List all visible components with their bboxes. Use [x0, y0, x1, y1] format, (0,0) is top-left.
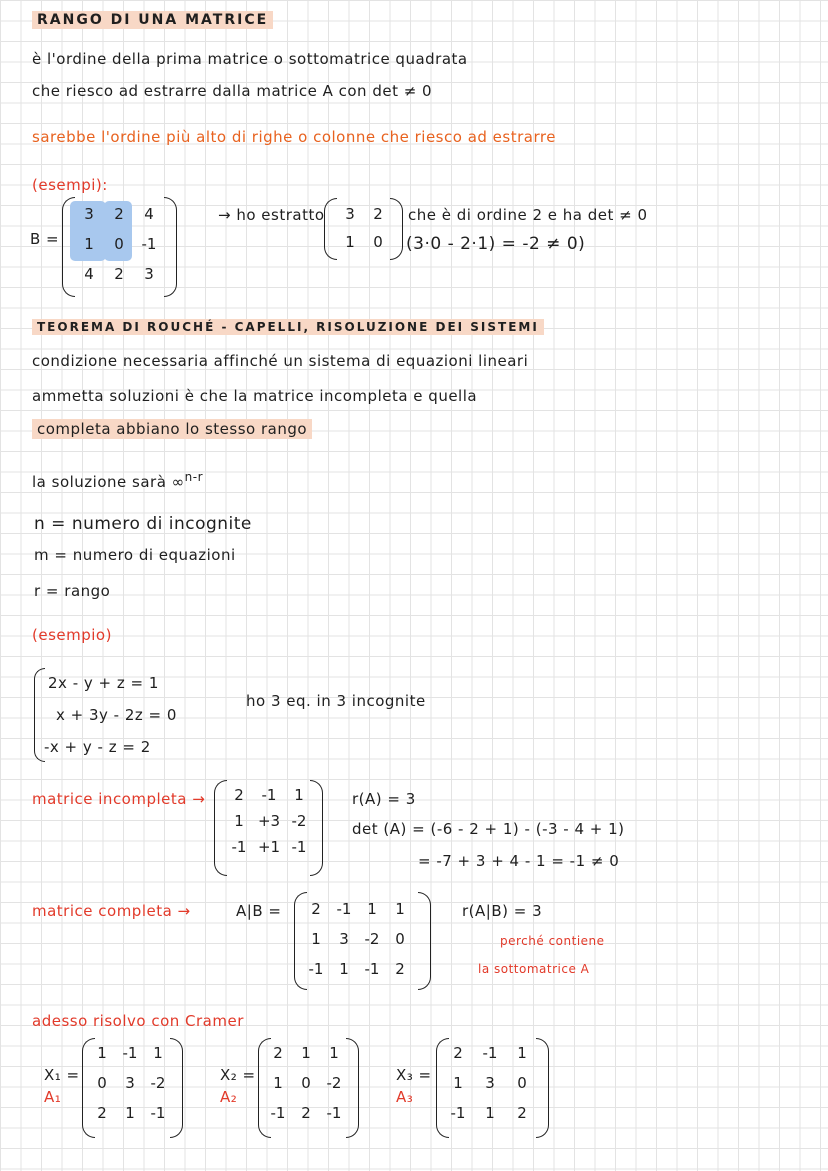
matrix-X1-right-paren [170, 1038, 183, 1138]
matrix-X3-right-paren [536, 1038, 549, 1138]
matrix-A [224, 786, 314, 856]
def-r: r = rango [34, 582, 111, 600]
equation-3: -x + y - z = 2 [44, 738, 151, 756]
teorema-line-2: ammetta soluzioni è che la matrice incompleta e quella [32, 387, 478, 405]
matrix-cell: +1 [257, 838, 281, 856]
matrix-cell: 0 [517, 1074, 527, 1092]
matrix-cell: 1 [453, 1074, 463, 1092]
matrix-cell: 3 [339, 930, 349, 948]
matrix-AB [302, 900, 414, 978]
x1-label: X₁ = [44, 1066, 80, 1084]
perche-line-2: la sottomatrice A [478, 962, 590, 976]
a3-label: A₃ [396, 1088, 414, 1106]
matrix-cell: -1 [308, 960, 324, 978]
matrix-cell: 2 [301, 1104, 311, 1122]
matrix-cell: -1 [450, 1104, 466, 1122]
solution-exponent: n-r [184, 470, 204, 484]
matrix-B-right-paren [164, 197, 177, 297]
x2-label: X₂ = [220, 1066, 256, 1084]
matrix-A-right-paren [310, 780, 323, 876]
matrix-cell: 1 [329, 1044, 339, 1062]
matrix-cell: 2 [114, 205, 124, 223]
matrix-cell: 1 [125, 1104, 135, 1122]
sub-matrix-right-paren [390, 198, 403, 260]
matrix-cell: 2 [395, 960, 405, 978]
matrix-X2 [264, 1044, 348, 1122]
section-title-rango: RANGO DI UNA MATRICE [32, 12, 273, 28]
matrix-cell: 3 [485, 1074, 495, 1092]
matrix-cell: 3 [84, 205, 94, 223]
extract-text: → ho estratto [218, 206, 325, 224]
rank-A: r(A) = 3 [352, 790, 416, 808]
matrix-cell: -2 [364, 930, 380, 948]
teorema-line-1: condizione necessaria affinché un sistema di equazioni lineari [32, 352, 529, 370]
matrix-cell: -2 [326, 1074, 342, 1092]
matrix-cell: -2 [291, 812, 307, 830]
rango-orange-note: sarebbe l'ordine più alto di righe o colonne che riesco ad estrarre [32, 128, 556, 146]
matrix-cell: 2 [114, 265, 124, 283]
matrix-cell: 1 [294, 786, 304, 804]
matrix-cell: 2 [311, 900, 321, 918]
matrix-X2-right-paren [346, 1038, 359, 1138]
matrix-cell: 4 [144, 205, 154, 223]
matrix-cell: 0 [97, 1074, 107, 1092]
matrix-B-label: B = [30, 230, 60, 248]
rango-definition-line-2: che riesco ad estrarre dalla matrice A con det ≠ 0 [32, 82, 433, 100]
rango-definition-line-1: è l'ordine della prima matrice o sottomatrice quadrata [32, 50, 468, 68]
matrix-cell: -1 [270, 1104, 286, 1122]
matrix-cell: 1 [97, 1044, 107, 1062]
matrix-cell: 2 [373, 205, 383, 223]
x3-label: X₃ = [396, 1066, 432, 1084]
matrix-cell: 1 [367, 900, 377, 918]
matrix-AB-right-paren [418, 892, 431, 990]
matrix-cell: 1 [339, 960, 349, 978]
esempio-label: (esempio) [32, 626, 112, 644]
matrix-cell: 1 [153, 1044, 163, 1062]
completa-label: matrice completa → [32, 902, 191, 920]
matrix-cell: -2 [150, 1074, 166, 1092]
matrix-cell: 1 [485, 1104, 495, 1122]
matrix-cell: 3 [144, 265, 154, 283]
matrix-cell: -1 [482, 1044, 498, 1062]
det-A-line-1: det (A) = (-6 - 2 + 1) - (-3 - 4 + 1) [352, 820, 625, 838]
sub-matrix [336, 205, 392, 251]
esempi-label: (esempi): [32, 176, 108, 194]
matrix-cell: 2 [517, 1104, 527, 1122]
matrix-cell: -1 [261, 786, 277, 804]
matrix-cell: 3 [345, 205, 355, 223]
matrix-cell: -1 [150, 1104, 166, 1122]
matrix-cell: -1 [291, 838, 307, 856]
matrix-cell: 4 [84, 265, 94, 283]
matrix-X3 [442, 1044, 538, 1122]
matrix-cell: 1 [273, 1074, 283, 1092]
matrix-cell: -1 [231, 838, 247, 856]
def-m: m = numero di equazioni [34, 546, 236, 564]
matrix-cell: 1 [395, 900, 405, 918]
a2-label: A₂ [220, 1088, 238, 1106]
cramer-text: adesso risolvo con Cramer [32, 1012, 244, 1030]
det-A-line-2: = -7 + 3 + 4 - 1 = -1 ≠ 0 [418, 852, 620, 870]
equation-note: ho 3 eq. in 3 incognite [246, 692, 426, 710]
section-title-teorema: TEOREMA DI ROUCHÉ - CAPELLI, RISOLUZIONE DEI SISTEMI [32, 320, 544, 334]
order-text: che è di ordine 2 e ha det ≠ 0 [408, 206, 648, 224]
matrix-cell: 0 [395, 930, 405, 948]
matrix-cell: 2 [453, 1044, 463, 1062]
equation-1: 2x - y + z = 1 [48, 674, 159, 692]
matrix-cell: 1 [311, 930, 321, 948]
matrix-cell: 3 [125, 1074, 135, 1092]
teorema-line-3: completa abbiano lo stesso rango [32, 420, 312, 438]
perche-line-1: perché contiene [500, 934, 605, 948]
equation-2: x + 3y - 2z = 0 [56, 706, 177, 724]
matrix-cell: 0 [114, 235, 124, 253]
matrix-cell: -1 [141, 235, 157, 253]
solution-text: la soluzione sarà ∞$^{n-r}$ [32, 470, 204, 491]
incompleta-label: matrice incompleta → [32, 790, 206, 808]
matrix-X1 [88, 1044, 172, 1122]
matrix-cell: 0 [301, 1074, 311, 1092]
matrix-AB-label: A|B = [236, 902, 282, 920]
matrix-cell: -1 [364, 960, 380, 978]
matrix-cell: 2 [273, 1044, 283, 1062]
matrix-cell: 0 [373, 233, 383, 251]
def-n: n = numero di incognite [34, 514, 252, 534]
matrix-B [74, 205, 164, 283]
matrix-cell: -1 [326, 1104, 342, 1122]
matrix-cell: 2 [234, 786, 244, 804]
a1-label: A₁ [44, 1088, 62, 1106]
matrix-cell: 1 [345, 233, 355, 251]
matrix-cell: -1 [122, 1044, 138, 1062]
matrix-cell: 2 [97, 1104, 107, 1122]
rank-AB: r(A|B) = 3 [462, 902, 543, 920]
matrix-cell: +3 [257, 812, 281, 830]
matrix-cell: 1 [301, 1044, 311, 1062]
matrix-cell: -1 [336, 900, 352, 918]
matrix-cell: 1 [517, 1044, 527, 1062]
matrix-cell: 1 [84, 235, 94, 253]
matrix-cell: 1 [234, 812, 244, 830]
det-text: (3·0 - 2·1) = -2 ≠ 0) [406, 234, 586, 254]
